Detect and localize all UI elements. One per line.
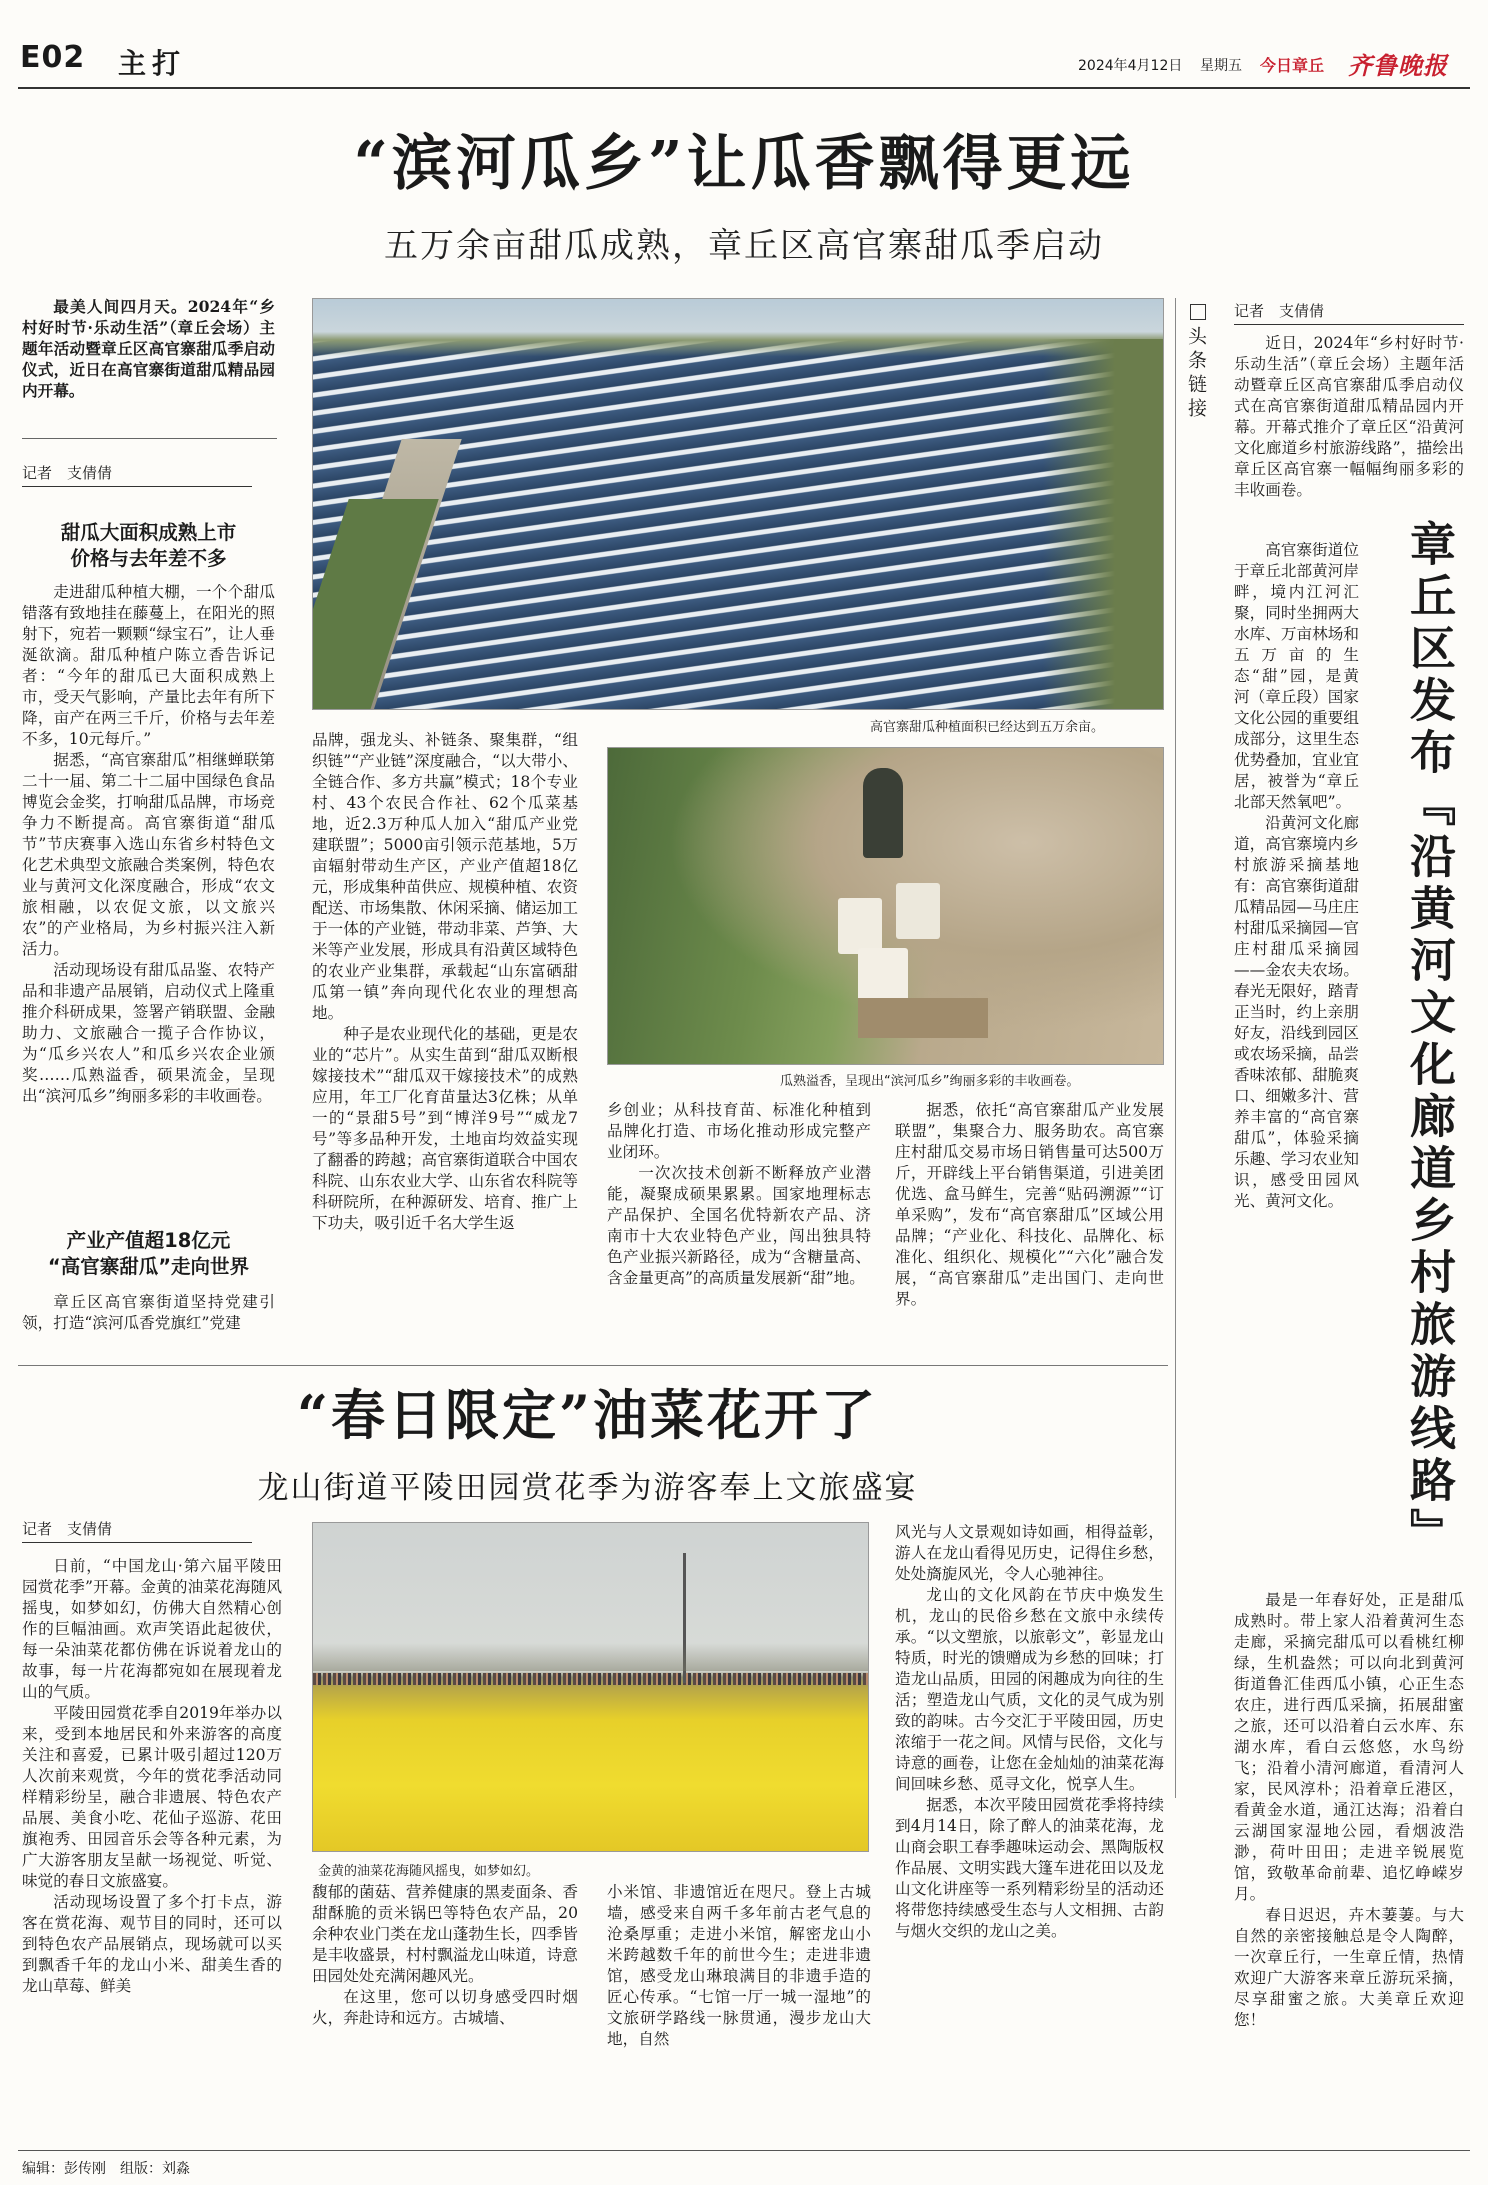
trees-row bbox=[1043, 339, 1163, 710]
story2-col4-text bbox=[895, 1522, 1164, 1942]
issue-date: 2024年4月12日 bbox=[1078, 58, 1183, 74]
cart bbox=[858, 998, 988, 1038]
paragraph: 种子是农业现代化的基础，更是农业的“芯片”。从实生苗到“甜瓜双断根嫁接技术”“甜瓜双干嫁接技术”的成熟应用，年工厂化育苗量达3亿株；从单一的“景甜5号”到“博洋9号”“威龙7号”等多品种开发，土地亩均效益实现了翻番的跨越；高官寨街道联合中国农科院、山东农业大学、山东省农科院等科研院所，在种源研发、培育、推广上下功夫，吸引近千名大学生返 bbox=[312, 1025, 578, 1232]
photo2-caption: 瓜熟溢香，呈现出“滨河瓜乡”绚丽多彩的丰收画卷。 bbox=[780, 1074, 1080, 1089]
paragraph: 据悉，本次平陵田园赏花季将持续到4月14日，除了醉人的油菜花海，龙山商会职工春季趣味运动会、黑陶版权作品展、文明实践大篷车进花田以及龙山文化讲座等一系列精彩纷呈的活动还将带您持续感受生态与人文相拥、古韵与烟火交织的龙山之美。 bbox=[895, 1796, 1164, 1940]
footer-credits: 编辑：彭传刚 组版：刘淼 bbox=[22, 2161, 190, 2177]
story2-subtitle: 龙山街道平陵田园赏花季为游客奉上文旅盛宴 bbox=[257, 1470, 918, 1506]
paragraph: 品牌，强龙头、补链条、聚集群，“组织链”“产业链”深度融合，“以大带小、全链合作、多方共赢”模式；18个专业村、43个农民合作社、62个瓜菜基地，近2.3万种瓜人加入“甜瓜产业党建联盟”；5000亩引领示范基地，5万亩辐射带动生产区，产业产值超18亿元，形成集种苗供应、规模种植、农资配送、市场集散、休闲采摘、储运加工于一体的产业链，带动非菜、芦笋、大米等产业发展，形成具有沿黄区域特色的农业产业集群，承载起“山东富硒甜瓜第一镇”奔向现代化农业的理想高地。 bbox=[312, 731, 578, 1022]
sidebar-headline: 章丘区发布『沿黄河文化廊道乡村旅游线路』 bbox=[1403, 520, 1457, 1560]
photo3-caption: 金黄的油菜花海随风摇曳，如梦如幻。 bbox=[318, 1864, 540, 1879]
footer-rule bbox=[18, 2150, 1470, 2151]
story1-title: “滨河瓜乡”让瓜香飘得更远 bbox=[353, 129, 1135, 199]
sidebar-divider bbox=[1175, 298, 1176, 1798]
sidebar-text-tail bbox=[1234, 1590, 1464, 2031]
paragraph: 最是一年春好处，正是甜瓜成熟时。带上家人沿着黄河生态走廊，采摘完甜瓜可以看桃红柳绿，生机盎然；可以向北到黄河街道鲁汇佳西瓜小镇，心正生态农庄，进行西瓜采摘，拓展甜蜜之旅，还可以沿着白云水库、东湖水库，看白云悠悠，水鸟纷飞；沿着小清河廊道，看清河人家，民风淳朴；沿着章丘港区，看黄金水道，通江达海；沿着白云湖国家湿地公园，看烟波浩渺，荷叶田田；走进辛锐展览馆，致敬革命前辈、追忆峥嵘岁月。 bbox=[1234, 1591, 1464, 1903]
paragraph: 馥郁的菌菇、营养健康的黑麦面条、香甜酥脆的贡米锅巴等特色农产品，20余种农业门类在龙山蓬勃生长，四季皆是丰收盛景，村村飘溢龙山味道，诗意田园处处充满闲趣风光。 bbox=[312, 1883, 578, 1985]
story1-subhead-1: 甜瓜大面积成熟上市 价格与去年差不多 bbox=[60, 521, 237, 570]
story1-col3-text bbox=[607, 1100, 871, 1289]
paragraph: 龙山的文化风韵在节庆中焕发生机，龙山的民俗乡愁在文旅中永续传承。“以文塑旅，以旅彰文”，彰显龙山特质，时光的馈赠成为乡愁的回味；打造龙山品质，田园的闲趣成为向往的生活；塑造龙山气质，文化的灵气成为别致的韵味。古今交汇于平陵田园，历史浓缩于一花之间。风情与民俗，文化与诗意的画卷，让您在金灿灿的油菜花海间回味乡愁、觅寻文化，悦享人生。 bbox=[895, 1586, 1164, 1793]
bucket bbox=[838, 898, 882, 954]
paragraph: 活动现场设置了多个打卡点，游客在赏花海、观节目的同时，还可以到特色农产品展销点，现场就可以买到飘香千年的龙山小米、甜美生香的龙山草莓、鲜美 bbox=[22, 1893, 282, 1995]
paragraph: 在这里，您可以切身感受四时烟火，奔赴诗和远方。古城墙、 bbox=[312, 1988, 578, 2027]
story1-col4-text bbox=[895, 1100, 1164, 1310]
story2-col3-text bbox=[607, 1882, 871, 2050]
sidebar-reporter: 记者 支倩倩 bbox=[1234, 300, 1464, 325]
sidebar-text bbox=[1234, 333, 1464, 501]
paragraph: 活动现场设有甜瓜品鉴、农特产品和非遗产品展销，启动仪式上隆重推介科研成果，签署产销联盟、金融助力、文旅融合一揽子合作协议，为“瓜乡兴农人”和瓜乡兴农企业颁奖……瓜熟溢香，硕果流金，呈现出“滨河瓜乡”绚丽多彩的丰收画卷。 bbox=[22, 961, 275, 1105]
story2-title: “春日限定”油菜花开了 bbox=[296, 1383, 879, 1447]
story1-col1-tail bbox=[22, 1292, 275, 1334]
newspaper-logo: 齐鲁晚报 bbox=[1348, 51, 1448, 80]
paragraph: 沿黄河文化廊道，高官寨境内乡村旅游采摘基地有：高官寨街道甜瓜精品园—马庄庄村甜瓜采摘园—官庄村甜瓜采摘园——金农夫农场。春光无限好，踏青正当时，约上亲朋好友，沿线到园区或农场采摘，品尝香味浓郁、甜脆爽口、细嫩多汁、营养丰富的“高官寨甜瓜”，体验采摘乐趣、学习农业知识，感受田园风光、黄河文化。 bbox=[1234, 814, 1359, 1210]
sidebar-text-narrow bbox=[1234, 540, 1359, 1212]
story2-reporter: 记者 支倩倩 bbox=[22, 1518, 252, 1543]
paragraph: 据悉，依托“高官寨甜瓜产业发展联盟”，集聚合力、服务助农。高官寨庄村甜瓜交易市场日销售量可达500万斤，开辟线上平台销售渠道，引进美团优选、盒马鲜生，完善“贴码溯源”“订单采购”，发布“高官寨甜瓜”区域公用品牌；“产业化、科技化、品牌化、标准化、组织化、规模化”“六化”融合发展，“高官寨甜瓜”走出国门、走向世界。 bbox=[895, 1101, 1164, 1308]
story1-col1-text bbox=[22, 582, 275, 1107]
story-divider bbox=[18, 1365, 1168, 1366]
paragraph: 乡创业；从科技育苗、标准化种植到品牌化打造、市场化推动形成完整产业闭环。 bbox=[607, 1101, 871, 1161]
paragraph: 章丘区高官寨街道坚持党建引领，打造“滨河瓜香党旗红”党建 bbox=[22, 1293, 275, 1332]
paragraph: 一次次技术创新不断释放产业潜能，凝聚成硕果累累。国家地理标志产品保护、全国名优特新农产品、济南市十大农业特色产业，闯出独具特色产业振兴新路径，成为“含糖量高、含金量更高”的高质量发展新“甜”地。 bbox=[607, 1164, 871, 1287]
story1-subhead-2: 产业产值超18亿元 “高官寨甜瓜”走向世界 bbox=[47, 1229, 250, 1278]
story1-col2-text bbox=[312, 730, 578, 1234]
crowd bbox=[313, 1673, 868, 1685]
edition-name: 今日章丘 bbox=[1260, 56, 1325, 75]
paragraph: 据悉，“高官寨甜瓜”相继蝉联第二十一届、第二十二届中国绿色食品博览会金奖，打响甜瓜品牌，市场竞争力不断提高。高官寨街道“甜瓜节”节庆赛事入选山东省乡村特色文化艺术典型文旅融合类案例，特色农业与黄河文化深度融合，形成“农文旅相融，以农促文旅，以文旅兴农”的产业格局，为乡村振兴注入新活力。 bbox=[22, 751, 275, 958]
tree-line bbox=[313, 1643, 868, 1671]
paragraph: 春日迟迟，卉木萋萋。与大自然的亲密接触总是令人陶醉，一次章丘行，一生章丘情，热情欢迎广大游客来章丘游玩采摘，尽享甜蜜之旅。大美章丘欢迎您！ bbox=[1234, 1906, 1464, 2029]
issue-weekday: 星期五 bbox=[1200, 58, 1242, 74]
sidebar-tag-box bbox=[1190, 304, 1206, 320]
section-name: 主打 bbox=[118, 47, 187, 80]
paragraph: 风光与人文景观如诗如画，相得益彰，游人在龙山看得见历史，记得住乡愁，处处旖旎风光，令人心驰神往。 bbox=[895, 1523, 1164, 1583]
greenhouse-aerial-photo bbox=[312, 298, 1164, 710]
sidebar-tag: 头条链接 bbox=[1185, 326, 1207, 422]
rapeseed-field-photo bbox=[312, 1522, 869, 1852]
story2-col1-text bbox=[22, 1556, 282, 1997]
field-strip bbox=[312, 499, 439, 710]
paragraph: 走进甜瓜种植大棚，一个个甜瓜错落有致地挂在藤蔓上，在阳光的照射下，宛若一颗颗“绿宝石”，让人垂涎欲滴。甜瓜种植户陈立香告诉记者：“今年的甜瓜已大面积成熟上市，受天气影响，产量比去年有所下降，亩产在两三千斤，价格与去年差不多，10元每斤。” bbox=[22, 583, 275, 748]
paragraph: 高官寨街道位于章丘北部黄河岸畔，境内江河汇聚，同时坐拥两大水库、万亩林场和五万亩的生态“甜”园，是黄河（章丘段）国家文化公园的重要组成部分，这里生态优势叠加，宜业宜居，被誉为“章丘北部天然氧吧”。 bbox=[1234, 541, 1359, 811]
bucket bbox=[896, 883, 940, 939]
story1-reporter: 记者 支倩倩 bbox=[22, 462, 252, 487]
paragraph: 平陵田园赏花季自2019年举办以来，受到本地居民和外来游客的高度关注和喜爱，已累计吸引超过120万人次前来观赏，今年的赏花季活动同样精彩纷呈，融合非遗展、特色农产品展、美食小吃、花仙子巡游、花田旗袍秀、田园音乐会等各种元素，为广大游客朋友呈献一场视觉、听觉、味觉的春日文旅盛宴。 bbox=[22, 1704, 282, 1890]
page-number: E02 bbox=[20, 40, 86, 75]
paragraph: 近日，2024年“乡村好时节·乐动生活”（章丘会场）主题年活动暨章丘区高官寨甜瓜季启动仪式在高官寨街道甜瓜精品园内开幕。开幕式推介了章丘区“沿黄河文化廊道乡村旅游线路”，描绘出章丘区高官寨一幅幅绚丽多彩的丰收画卷。 bbox=[1234, 334, 1464, 499]
paragraph: 小米馆、非遗馆近在咫尺。登上古城墙，感受来自两千多年前古老气息的沧桑厚重；走进小米馆，解密龙山小米跨越数千年的前世今生；走进非遗馆，感受龙山琳琅满目的非遗手造的匠心传承。“七馆一厅一城一湿地”的文旅研学路线一脉贯通，漫步龙山大地，自然 bbox=[607, 1883, 871, 2048]
story1-subtitle: 五万余亩甜瓜成熟，章丘区高官寨甜瓜季启动 bbox=[384, 226, 1104, 266]
header-rule bbox=[18, 87, 1470, 89]
farmer-figure bbox=[863, 768, 903, 858]
paragraph: 日前，“中国龙山·第六届平陵田园赏花季”开幕。金黄的油菜花海随风摇曳，如梦如幻，仿佛大自然精心创作的巨幅油画。欢声笑语此起彼伏，每一朵油菜花都仿佛在诉说着龙山的故事，每一片花海都宛如在展现着龙山的气质。 bbox=[22, 1557, 282, 1701]
lead-divider bbox=[22, 438, 277, 439]
melon-harvest-photo bbox=[607, 747, 1164, 1065]
story1-lead: 最美人间四月天。2024年“乡村好时节·乐动生活”（章丘会场）主题年活动暨章丘区高官寨甜瓜季启动仪式，近日在高官寨街道甜瓜精品园内开幕。 bbox=[22, 297, 275, 400]
photo1-caption: 高官寨甜瓜种植面积已经达到五万余亩。 bbox=[870, 720, 1105, 735]
story2-col2-text bbox=[312, 1882, 578, 2029]
